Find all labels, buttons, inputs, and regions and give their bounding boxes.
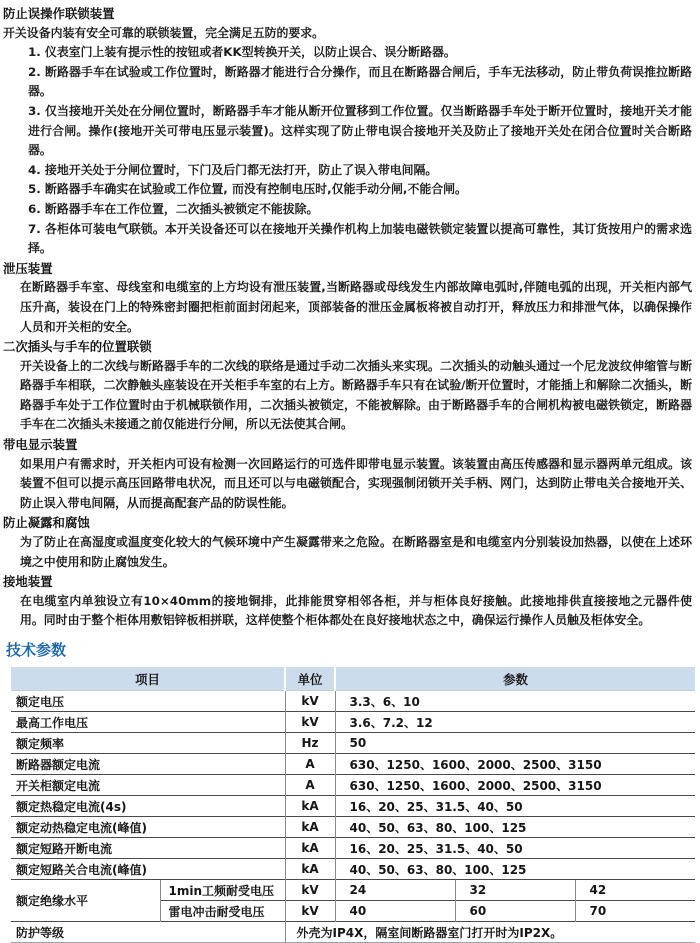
interlock-item: 2. 断路器手车在试验或工作位置时，断路器才能进行合分操作，而且在断路器合闸后，手车无法移动，防止带负荷误推拉断路器。	[28, 64, 692, 99]
section-heading-earthing: 接地装置	[3, 574, 53, 590]
param-unit: kA	[285, 859, 335, 880]
param-name: 额定动热稳定电流(峰值)	[11, 817, 285, 838]
param-value: 70	[575, 901, 695, 922]
param-unit: kA	[285, 796, 335, 817]
interlock-item: 4. 接地开关处于分闸位置时，下门及后门都无法打开，防止了误入带电间隔。	[28, 162, 438, 177]
param-name: 最高工作电压	[11, 712, 285, 733]
param-name: 额定热稳定电流(4s)	[11, 796, 285, 817]
pressure-relief-body: 在断路器手车室、母线室和电缆室的上方均设有泄压装置,当断路器或母线发生内部故障电弧时,伴随电弧的出现，开关柜内部气压升高，装设在门上的特殊密封圈把柜前面封闭起来，顶部装备的泄压金属板将被自动打开，释放压力和排泄气体，以确保操作人员和开关柜的安全。	[20, 280, 692, 334]
param-unit: kV	[285, 712, 335, 733]
param-unit: kV	[285, 880, 335, 901]
param-name: 额定频率	[11, 733, 285, 754]
param-name: 额定短路关合电流(峰值)	[11, 859, 285, 880]
param-value: 40、50、63、80、100、125	[335, 817, 695, 838]
param-value: 60	[455, 901, 575, 922]
interlock-item: 3. 仅当接地开关处在分闸位置时，断路器手车才能从断开位置移到工作位置。仅当断路器手车处于断开位置时，接地开关才能进行合闸。操作(接地开关可带电压显示装置)。这样实现了防止带电误合接地开关及防止了接地开关处在闭合位置时关合断路器。	[28, 103, 692, 158]
param-subname: 1min工频耐受电压	[160, 880, 285, 901]
param-unit: A	[285, 775, 335, 796]
param-name: 开关柜额定电流	[11, 775, 285, 796]
table-row	[11, 712, 695, 733]
param-value: 32	[455, 880, 575, 901]
live-display-body: 如果用户有需求时，开关柜内可设有检测一次回路运行的可选件即带电显示装置。该装置由高压传感器和显示器两单元组成。该装置不但可以提示高压回路带电状况，而且还可以与电磁锁配合，实现强制闭锁开关手柄、网门，达到防止带电关合接地开关、防止误入带电间隔，从而提高配套产品的防误性能。	[20, 456, 692, 510]
interlock-item: 5. 断路器手车确实在试验或工作位置, 而没有控制电压时,仅能手动分闸,不能合闸。	[28, 182, 467, 197]
table-row	[11, 796, 695, 817]
param-value: 630、1250、1600、2000、2500、3150	[335, 754, 695, 775]
col-header-unit: 单位	[285, 667, 335, 691]
interlock-item-list	[28, 43, 692, 259]
param-subname: 雷电冲击耐受电压	[160, 901, 285, 922]
section-heading-pressure-relief: 泄压装置	[3, 260, 53, 276]
secondary-plug-body: 开关设备上的二次线与断路器手车的二次线的联络是通过手动二次插头来实现。二次插头的动触头通过一个尼龙波纹伸缩管与断路器手车相联，二次静触头座装设在开关柜手车室的右上方。断路器手车只有在试验/断开位置时，才能插上和解除二次插头，断路器手车处于工作位置时由于机械联锁作用，二次插头被锁定，不能被解除。由于断路器手车的合闸机构被电磁铁锁定，断路器手车在二次插头未接通之前仅能进行分闸，所以无法使其合闸。	[20, 358, 692, 432]
condensation-body: 为了防止在高湿度或温度变化较大的气候环境中产生凝露带来之危险。在断路器室是和电缆室内分别装设加热器，以使在上述环境之中使用和防止腐蚀发生。	[20, 535, 692, 569]
table-header-row	[11, 667, 695, 691]
param-value: 3.6、7.2、12	[335, 712, 695, 733]
param-name-protection-degree: 防护等级	[11, 922, 285, 943]
earthing-body: 在电缆室内单独设立有10×40mm的接地铜排，此排能贯穿相邻各柜，并与柜体良好接触。此接地排供直接接地之元器件使用。同时由于整个柜体用敷铝锌板相拼联，这样使整个柜体都处在良好接地状态之中，确保运行操作人员触及柜体安全。	[20, 593, 692, 628]
section-heading-interlock: 防止误操作联锁装置	[3, 6, 115, 21]
tech-params-title: 技术参数	[6, 641, 67, 659]
interlock-item: 6. 断路器手车在工作位置，二次插头被锁定不能拔除。	[28, 201, 319, 216]
param-value: 16、20、25、31.5、40、50	[335, 838, 695, 859]
table-row	[11, 775, 695, 796]
table-row	[11, 733, 695, 754]
param-value: 42	[575, 880, 695, 901]
table-row	[11, 691, 695, 712]
section-heading-live-display: 带电显示装置	[3, 437, 78, 453]
interlock-item: 1. 仪表室门上装有提示性的按钮或者KK型转换开关，以防止误合、误分断路器。	[28, 45, 456, 60]
param-value: 40	[335, 901, 455, 922]
param-value: 24	[335, 880, 455, 901]
param-unit: Hz	[285, 733, 335, 754]
param-value: 50	[335, 733, 695, 754]
param-name: 额定短路开断电流	[11, 838, 285, 859]
section-heading-secondary-plug: 二次插头与手车的位置联锁	[3, 339, 152, 355]
param-unit: kA	[285, 838, 335, 859]
param-name: 断路器额定电流	[11, 754, 285, 775]
interlock-intro: 开关设备内装有安全可靠的联锁装置，完全满足五防的要求。	[3, 25, 325, 40]
section-heading-condensation: 防止凝露和腐蚀	[3, 515, 90, 531]
table-row-protection	[11, 922, 695, 943]
interlock-item: 7. 各柜体可装电气联锁。本开关设备还可以在接地开关操作机构上加装电磁铁锁定装置以提高可靠性，其订货按用户的需求选择。	[28, 221, 692, 256]
param-unit: kV	[285, 691, 335, 712]
table-row	[11, 859, 695, 880]
param-name: 额定电压	[11, 691, 285, 712]
col-header-item: 项目	[11, 667, 285, 691]
param-unit: A	[285, 754, 335, 775]
col-header-params: 参数	[335, 667, 695, 691]
table-row-insulation-1	[11, 880, 695, 901]
table-row	[11, 817, 695, 838]
param-value-protection: 外壳为IP4X，隔室间断路器室门打开时为IP2X。	[285, 922, 695, 943]
param-unit: kV	[285, 901, 335, 922]
param-value: 40、50、63、80、100、125	[335, 859, 695, 880]
param-name-insulation-level: 额定绝缘水平	[11, 880, 160, 922]
tech-params-table	[11, 667, 695, 943]
table-row	[11, 838, 695, 859]
table-row	[11, 754, 695, 775]
param-unit: kA	[285, 817, 335, 838]
param-value: 3.3、6、10	[335, 691, 695, 712]
param-value: 16、20、25、31.5、40、50	[335, 796, 695, 817]
param-value: 630、1250、1600、2000、2500、3150	[335, 775, 695, 796]
